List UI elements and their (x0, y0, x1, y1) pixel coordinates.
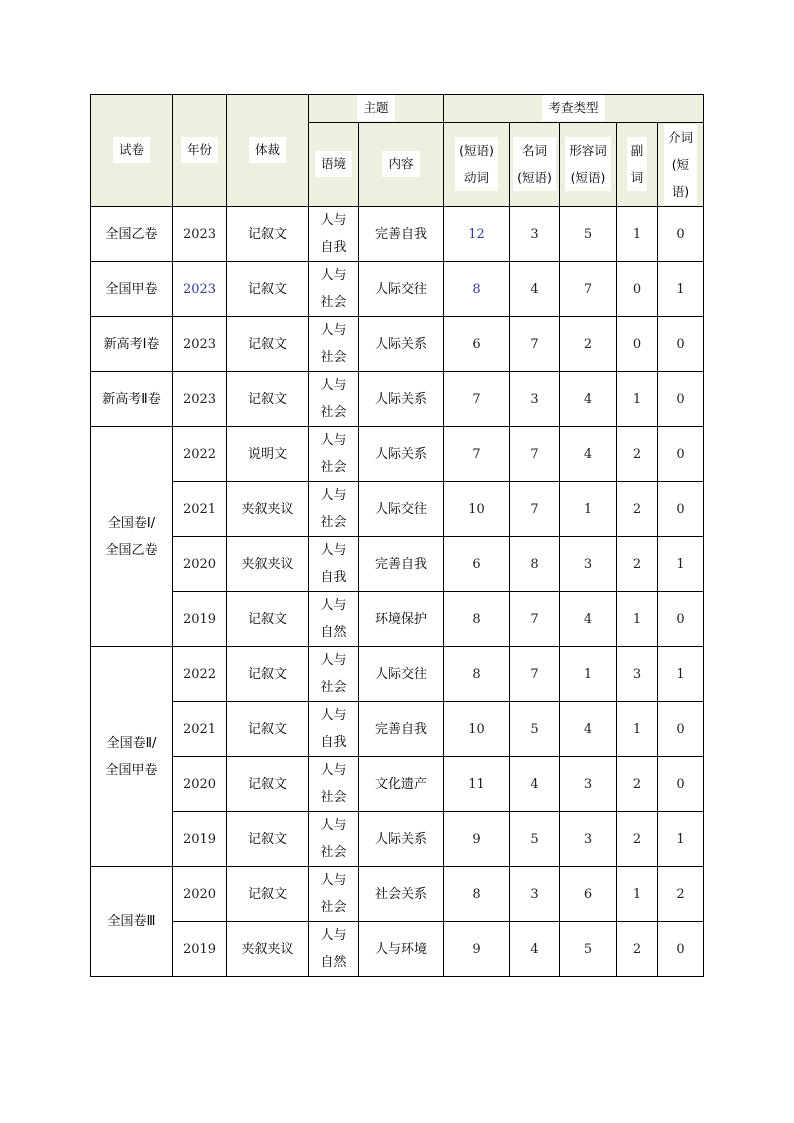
adv-count: 0 (617, 317, 658, 372)
genre-cell: 记叙文 (227, 702, 309, 757)
verb-count: 7 (444, 427, 510, 482)
genre-cell: 夹叙夹议 (227, 482, 309, 537)
adj-count: 2 (560, 317, 617, 372)
prep-count: 0 (658, 427, 704, 482)
table-row (91, 372, 704, 427)
content-cell: 人际交往 (359, 647, 444, 702)
genre-cell: 记叙文 (227, 372, 309, 427)
content-cell: 人际关系 (359, 372, 444, 427)
genre-cell: 夹叙夹议 (227, 537, 309, 592)
table-row (91, 922, 704, 977)
verb-count: 11 (444, 757, 510, 812)
prep-count: 0 (658, 317, 704, 372)
verb-count: 12 (444, 207, 510, 262)
context-cell: 人与 社会 (309, 262, 359, 317)
context-cell: 人与 社会 (309, 867, 359, 922)
genre-cell: 记叙文 (227, 647, 309, 702)
table-row (91, 537, 704, 592)
noun-count: 4 (510, 262, 560, 317)
prep-count: 0 (658, 372, 704, 427)
content-cell: 人际关系 (359, 317, 444, 372)
content-cell: 人际交往 (359, 262, 444, 317)
content-cell: 环境保护 (359, 592, 444, 647)
noun-count: 7 (510, 592, 560, 647)
prep-count: 0 (658, 757, 704, 812)
noun-count: 4 (510, 922, 560, 977)
header-noun: 名词 (短语) (510, 123, 560, 207)
content-cell: 人际关系 (359, 812, 444, 867)
header-content: 内容 (359, 123, 444, 207)
adv-count: 2 (617, 537, 658, 592)
header-year: 年份 (173, 95, 227, 207)
year-cell: 2022 (173, 647, 227, 702)
verb-count: 8 (444, 647, 510, 702)
year-cell: 2019 (173, 922, 227, 977)
table-row (91, 702, 704, 757)
exam-cell: 全国卷Ⅲ (91, 867, 173, 977)
genre-cell: 记叙文 (227, 262, 309, 317)
context-cell: 人与 社会 (309, 812, 359, 867)
adv-count: 2 (617, 757, 658, 812)
adj-count: 5 (560, 922, 617, 977)
exam-cell: 全国卷Ⅱ/ 全国甲卷 (91, 647, 173, 867)
prep-count: 0 (658, 592, 704, 647)
header-theme: 主题 (309, 95, 444, 123)
exam-cell: 新高考Ⅰ卷 (91, 317, 173, 372)
genre-cell: 夹叙夹议 (227, 922, 309, 977)
noun-count: 4 (510, 757, 560, 812)
context-cell: 人与 自我 (309, 702, 359, 757)
context-cell: 人与 社会 (309, 372, 359, 427)
context-cell: 人与 社会 (309, 757, 359, 812)
content-cell: 人际交往 (359, 482, 444, 537)
genre-cell: 记叙文 (227, 592, 309, 647)
year-cell: 2020 (173, 867, 227, 922)
content-cell: 文化遗产 (359, 757, 444, 812)
year-cell: 2021 (173, 482, 227, 537)
year-cell: 2019 (173, 592, 227, 647)
content-cell: 完善自我 (359, 537, 444, 592)
table-row (91, 647, 704, 702)
adv-count: 1 (617, 207, 658, 262)
year-cell: 2023 (173, 262, 227, 317)
exam-cell: 新高考Ⅱ卷 (91, 372, 173, 427)
noun-count: 8 (510, 537, 560, 592)
noun-count: 5 (510, 812, 560, 867)
content-cell: 社会关系 (359, 867, 444, 922)
noun-count: 7 (510, 317, 560, 372)
year-cell: 2023 (173, 207, 227, 262)
prep-count: 0 (658, 482, 704, 537)
genre-cell: 记叙文 (227, 757, 309, 812)
genre-cell: 说明文 (227, 427, 309, 482)
content-cell: 人与环境 (359, 922, 444, 977)
context-cell: 人与 自然 (309, 592, 359, 647)
verb-count: 10 (444, 482, 510, 537)
context-cell: 人与 自我 (309, 207, 359, 262)
year-cell: 2023 (173, 317, 227, 372)
context-cell: 人与 自然 (309, 922, 359, 977)
prep-count: 0 (658, 207, 704, 262)
prep-count: 0 (658, 702, 704, 757)
noun-count: 3 (510, 207, 560, 262)
adv-count: 2 (617, 922, 658, 977)
verb-count: 8 (444, 262, 510, 317)
table-row (91, 427, 704, 482)
context-cell: 人与 自我 (309, 537, 359, 592)
table-row (91, 482, 704, 537)
header-exam: 试卷 (91, 95, 173, 207)
exam-cell: 全国甲卷 (91, 262, 173, 317)
adj-count: 3 (560, 537, 617, 592)
header-context: 语境 (309, 123, 359, 207)
verb-count: 9 (444, 812, 510, 867)
header-row-1 (91, 95, 704, 123)
genre-cell: 记叙文 (227, 812, 309, 867)
year-cell: 2020 (173, 537, 227, 592)
header-genre: 体裁 (227, 95, 309, 207)
prep-count: 1 (658, 262, 704, 317)
adj-count: 3 (560, 757, 617, 812)
year-cell: 2021 (173, 702, 227, 757)
verb-count: 8 (444, 867, 510, 922)
adv-count: 1 (617, 867, 658, 922)
adj-count: 4 (560, 427, 617, 482)
adv-count: 1 (617, 372, 658, 427)
year-cell: 2019 (173, 812, 227, 867)
table-row (91, 812, 704, 867)
exam-analysis-table (90, 94, 704, 977)
verb-count: 9 (444, 922, 510, 977)
table-row (91, 592, 704, 647)
table-row (91, 317, 704, 372)
exam-cell: 全国卷Ⅰ/ 全国乙卷 (91, 427, 173, 647)
table-row (91, 867, 704, 922)
adv-count: 0 (617, 262, 658, 317)
context-cell: 人与 社会 (309, 317, 359, 372)
adj-count: 4 (560, 592, 617, 647)
genre-cell: 记叙文 (227, 317, 309, 372)
content-cell: 完善自我 (359, 702, 444, 757)
year-cell: 2023 (173, 372, 227, 427)
noun-count: 3 (510, 372, 560, 427)
prep-count: 1 (658, 812, 704, 867)
adj-count: 6 (560, 867, 617, 922)
adv-count: 2 (617, 427, 658, 482)
genre-cell: 记叙文 (227, 867, 309, 922)
adj-count: 3 (560, 812, 617, 867)
noun-count: 5 (510, 702, 560, 757)
table-row (91, 207, 704, 262)
verb-count: 7 (444, 372, 510, 427)
adv-count: 3 (617, 647, 658, 702)
prep-count: 0 (658, 922, 704, 977)
exam-cell: 全国乙卷 (91, 207, 173, 262)
adj-count: 4 (560, 702, 617, 757)
header-verb: (短语) 动词 (444, 123, 510, 207)
noun-count: 7 (510, 647, 560, 702)
header-question-types: 考查类型 (444, 95, 704, 123)
genre-cell: 记叙文 (227, 207, 309, 262)
context-cell: 人与 社会 (309, 647, 359, 702)
context-cell: 人与 社会 (309, 427, 359, 482)
adv-count: 2 (617, 482, 658, 537)
verb-count: 6 (444, 537, 510, 592)
header-adjective: 形容词 (短语) (560, 123, 617, 207)
header-preposition: 介词 (短 语) (658, 123, 704, 207)
year-cell: 2022 (173, 427, 227, 482)
adj-count: 1 (560, 647, 617, 702)
noun-count: 7 (510, 427, 560, 482)
adj-count: 7 (560, 262, 617, 317)
prep-count: 2 (658, 867, 704, 922)
verb-count: 6 (444, 317, 510, 372)
context-cell: 人与 社会 (309, 482, 359, 537)
table-row (91, 262, 704, 317)
prep-count: 1 (658, 647, 704, 702)
noun-count: 7 (510, 482, 560, 537)
table-row (91, 757, 704, 812)
adj-count: 4 (560, 372, 617, 427)
adv-count: 2 (617, 812, 658, 867)
adj-count: 1 (560, 482, 617, 537)
header-adverb: 副 词 (617, 123, 658, 207)
adv-count: 1 (617, 702, 658, 757)
adv-count: 1 (617, 592, 658, 647)
verb-count: 10 (444, 702, 510, 757)
content-cell: 人际关系 (359, 427, 444, 482)
noun-count: 3 (510, 867, 560, 922)
adj-count: 5 (560, 207, 617, 262)
content-cell: 完善自我 (359, 207, 444, 262)
prep-count: 1 (658, 537, 704, 592)
year-cell: 2020 (173, 757, 227, 812)
verb-count: 8 (444, 592, 510, 647)
